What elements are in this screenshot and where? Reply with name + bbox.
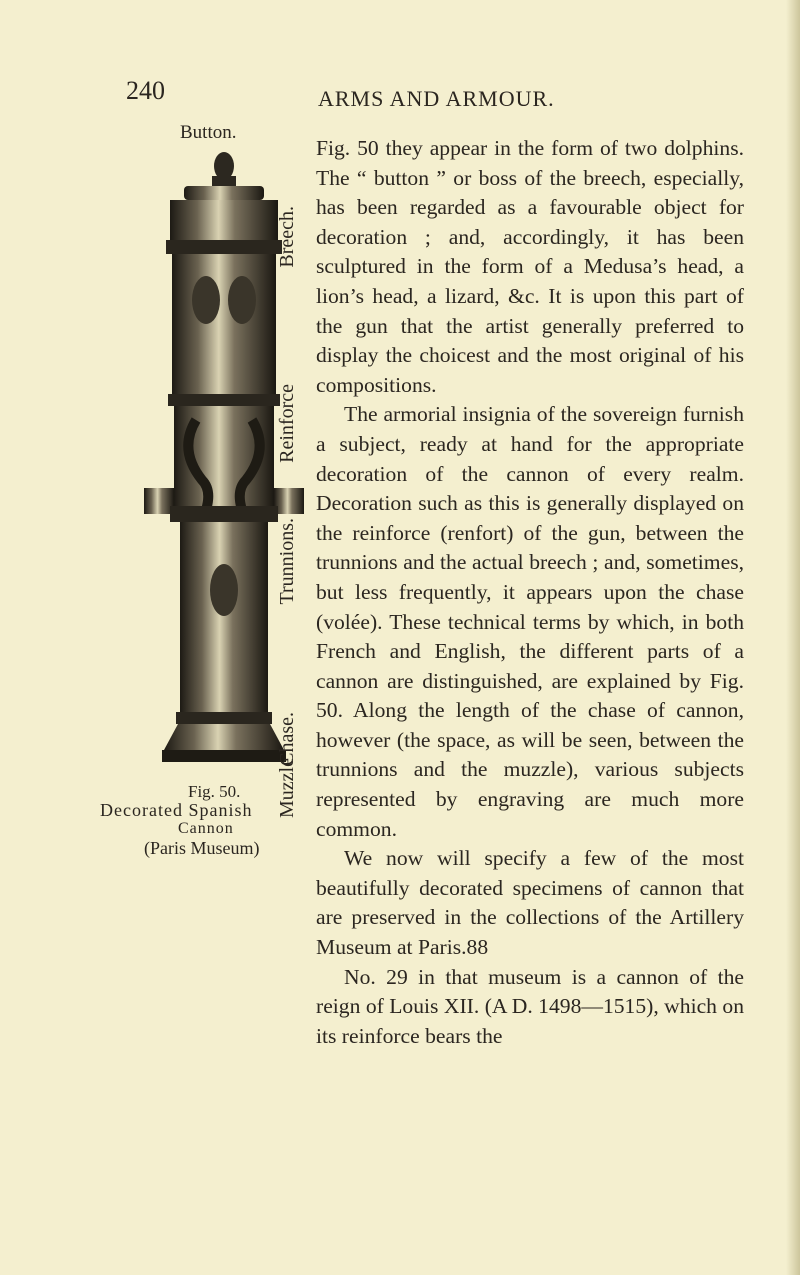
figure-number: Fig. 50. — [188, 782, 241, 801]
page-edge-shadow — [786, 0, 800, 1275]
side-label-breech: Breech. — [276, 206, 298, 268]
paragraph: The armorial insignia of the sovereign furnish a subject, ready at hand for the appropriate decoration of the cannon of every realm. Decoration such as this is generally displayed on the reinforce (renfort) of the gun, between the trunnions and the actual breech ; and, sometimes, but less frequently, it appears upon the chase (volée). These technical terms by which, in both French and English, the different parts of a cannon are distinguished, are explained by Fig. 50. Along the length of the chase of cannon, however (the space, as will be seen, between the trunnions and the muzzle), various subjects represented by engraving are much more common. — [316, 402, 744, 841]
side-label-muzzle: Muzzle — [276, 758, 298, 818]
figure-label-button: Button. — [180, 122, 237, 143]
figure-source: (Paris Museum) — [144, 838, 260, 858]
side-label-trunnions: Trunnions. — [276, 518, 298, 605]
paragraph: We now will specify a few of the most beautifully decorated specimens of cannon that are preserved in the collections of the Artillery Museum at Paris.88 — [316, 846, 744, 960]
side-label-reinforce: Reinforce — [276, 384, 298, 463]
page-number: 240 — [126, 76, 165, 105]
running-head: ARMS AND ARMOUR. — [318, 86, 555, 111]
side-label-chase: Chase. — [276, 712, 298, 766]
paragraph: Fig. 50 they appear in the form of two dolphins. The “ button ” or boss of the breech, especially, has been regarded as a favourable object for decoration ; and, accordingly, it has been sculptured in the form of a Medusa’s head, a lion’s head, a lizard, &c. It is upon this part of the gun that the artist generally preferred to display the choicest and the most original of his compositions. — [316, 136, 744, 397]
figure-title-line-2: Cannon — [178, 820, 234, 837]
body-text — [316, 134, 744, 1051]
figure-title-line-1: Decorated Spanish — [100, 800, 253, 820]
paragraph: No. 29 in that museum is a cannon of the reign of Louis XII. (A D. 1498—1515), which on its reinforce bears the — [316, 964, 744, 1048]
